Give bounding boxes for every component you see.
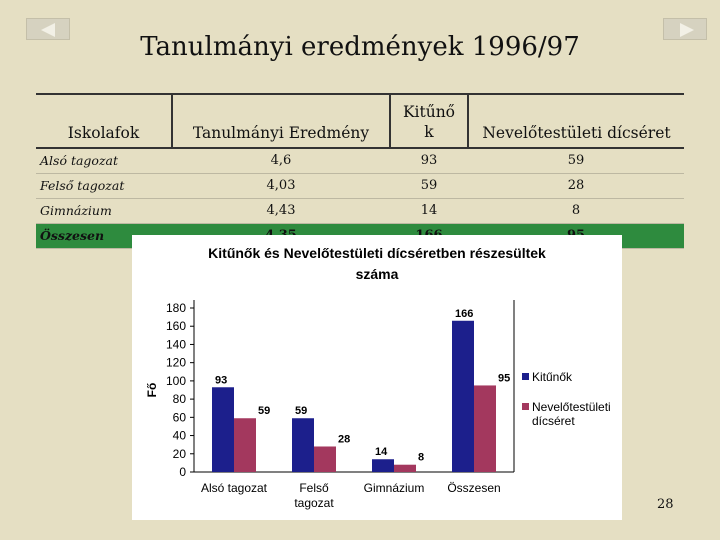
table-row xyxy=(36,173,684,198)
y-tick-label: 180 xyxy=(165,301,186,315)
y-tick-label: 80 xyxy=(172,392,186,407)
x-tick-label: Alsó tagozat xyxy=(200,481,268,495)
legend-label: Nevelőtestületi xyxy=(532,400,611,414)
cell-eredmeny: 4,6 xyxy=(172,148,390,173)
row-label: Összesen xyxy=(36,223,172,248)
legend-label: Kitűnők xyxy=(532,370,573,384)
y-tick-label: 60 xyxy=(172,410,186,425)
row-label: Felső tagozat xyxy=(36,173,172,198)
bar-data-label: 93 xyxy=(215,374,228,387)
cell-dicseret: 59 xyxy=(468,148,684,173)
cell-kituno: 59 xyxy=(390,173,468,198)
column-header-kituno-line-2: k xyxy=(424,123,434,141)
cell-eredmeny: 4,03 xyxy=(172,173,390,198)
cell-dicseret: 8 xyxy=(468,198,684,223)
bar-data-label: 8 xyxy=(418,451,425,464)
bar-kitunok xyxy=(292,418,314,472)
bar-dicseret xyxy=(314,446,336,472)
x-tick-label: tagozat xyxy=(294,496,334,510)
chart-title-line-2: száma xyxy=(355,266,399,282)
table-row xyxy=(36,148,684,173)
y-tick-label: 40 xyxy=(172,428,186,443)
cell-kituno: 14 xyxy=(390,198,468,223)
legend-swatch xyxy=(522,373,529,380)
y-tick-label: 0 xyxy=(179,465,186,479)
bar-dicseret xyxy=(234,418,256,472)
bar-kitunok xyxy=(212,387,234,472)
chart-canvas xyxy=(132,235,622,520)
bar-dicseret xyxy=(474,385,496,472)
page-number: 28 xyxy=(657,497,674,512)
y-tick-label: 20 xyxy=(172,446,186,461)
legend-label: dícséret xyxy=(532,414,575,428)
y-tick-label: 140 xyxy=(165,337,186,352)
x-tick-label: Felső xyxy=(299,481,329,495)
y-tick-label: 160 xyxy=(165,319,186,334)
table-header-row xyxy=(36,94,684,148)
bar-data-label: 14 xyxy=(375,446,388,459)
bar-kitunok xyxy=(372,459,394,472)
cell-eredmeny: 4,43 xyxy=(172,198,390,223)
y-tick-label: 100 xyxy=(165,373,186,388)
bar-data-label: 166 xyxy=(455,307,474,320)
chart-title-line-1: Kitűnők és Nevelőtestületi dícséretben részesültek xyxy=(208,245,546,261)
bar-data-label: 95 xyxy=(498,372,511,385)
slide-title: Tanulmányi eredmények 1996/97 xyxy=(140,32,580,62)
bar-data-label: 28 xyxy=(338,433,351,446)
bar-data-label: 59 xyxy=(258,405,271,418)
bar-chart xyxy=(132,235,622,520)
column-header-iskolafok: Iskolafok xyxy=(36,94,172,148)
results-table xyxy=(36,93,684,249)
x-tick-label: Összesen xyxy=(447,481,501,495)
column-header-eredmeny: Tanulmányi Eredmény xyxy=(172,94,390,148)
y-axis-label: Fő xyxy=(145,382,159,398)
table-row xyxy=(36,198,684,223)
x-tick-label: Gimnázium xyxy=(363,481,425,495)
bar-dicseret xyxy=(394,465,416,472)
column-header-dicseret: Nevelőtestületi dícséret xyxy=(468,94,684,148)
column-header-kituno-line-1: Kitűnő xyxy=(402,103,456,121)
cell-dicseret: 28 xyxy=(468,173,684,198)
cell-kituno: 93 xyxy=(390,148,468,173)
row-label: Alsó tagozat xyxy=(36,148,172,173)
column-header-kituno xyxy=(390,94,468,148)
bar-kitunok xyxy=(452,321,474,472)
bar-data-label: 59 xyxy=(295,405,308,418)
row-label: Gimnázium xyxy=(36,198,172,223)
y-tick-label: 120 xyxy=(165,355,186,370)
legend-swatch xyxy=(522,403,529,410)
